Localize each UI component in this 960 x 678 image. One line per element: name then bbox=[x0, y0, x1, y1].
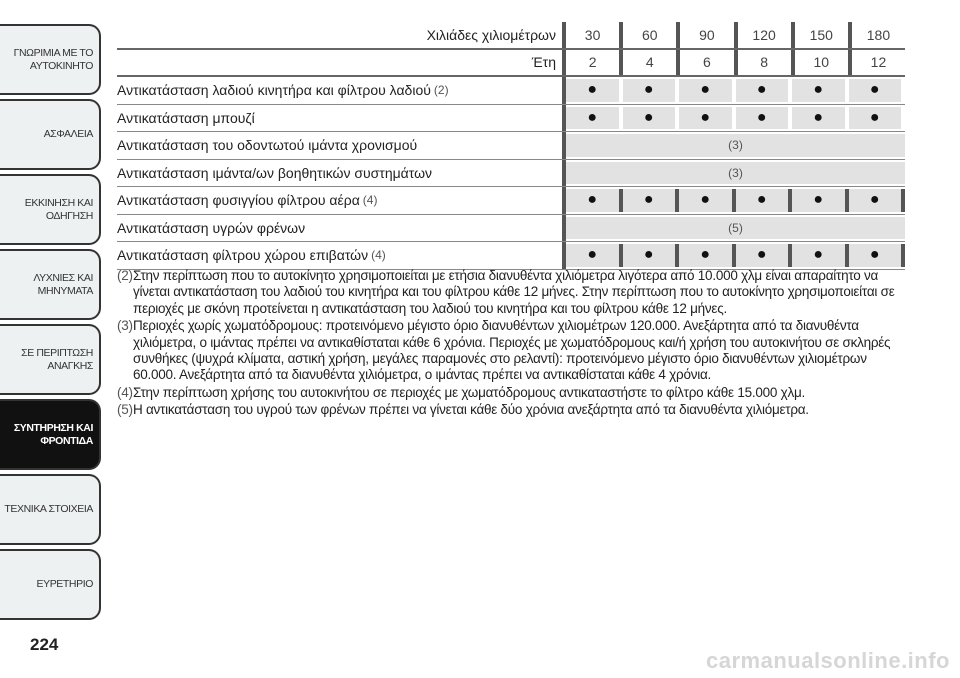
row-cells bbox=[562, 187, 905, 214]
chapter-tab-line: ΦΡΟΝΤΙΔΑ bbox=[40, 434, 93, 447]
maintenance-schedule-table bbox=[117, 22, 905, 270]
km-header-cell: 120 bbox=[738, 22, 795, 48]
schedule-cell bbox=[566, 79, 623, 102]
table-row bbox=[117, 132, 905, 160]
chapter-tab[interactable] bbox=[0, 99, 101, 170]
service-mark: ● bbox=[700, 81, 711, 99]
service-mark: ● bbox=[587, 81, 598, 99]
chapter-tab-label bbox=[14, 47, 93, 73]
service-mark: ● bbox=[756, 81, 767, 99]
row-label bbox=[117, 132, 562, 159]
chapter-tab[interactable] bbox=[0, 399, 101, 470]
chapter-tab-label bbox=[33, 272, 93, 298]
schedule-cell bbox=[792, 189, 849, 212]
schedule-cell bbox=[792, 79, 849, 102]
km-header-row bbox=[117, 22, 905, 50]
service-mark: ● bbox=[587, 246, 598, 264]
row-label bbox=[117, 160, 562, 187]
chapter-tab[interactable] bbox=[0, 24, 101, 95]
schedule-cell bbox=[849, 244, 906, 267]
row-cells bbox=[562, 77, 905, 104]
years-header-cell: 8 bbox=[738, 50, 795, 76]
row-cells bbox=[562, 132, 905, 159]
schedule-cell bbox=[679, 244, 736, 267]
years-label: Έτη bbox=[531, 54, 556, 71]
chapter-tab-label bbox=[25, 197, 93, 223]
service-mark: ● bbox=[643, 108, 654, 126]
footnote-number: (4) bbox=[117, 384, 133, 400]
km-header-cell: 60 bbox=[623, 22, 680, 48]
footnote bbox=[117, 268, 907, 317]
schedule-cell bbox=[566, 107, 623, 130]
km-header-cell: 150 bbox=[795, 22, 852, 48]
km-header-cell: 90 bbox=[680, 22, 737, 48]
row-label-text: Αντικατάσταση του οδοντωτού ιμάντα χρονισμού bbox=[117, 137, 418, 154]
service-mark: ● bbox=[813, 81, 824, 99]
years-header-cell: 4 bbox=[623, 50, 680, 76]
chapter-tabs bbox=[0, 24, 101, 624]
chapter-tab-line: ΜΗΝΥΜΑΤΑ bbox=[37, 284, 93, 297]
row-label-text: Αντικατάσταση φίλτρου χώρου επιβατών bbox=[117, 247, 369, 264]
service-mark: ● bbox=[813, 246, 824, 264]
row-label bbox=[117, 242, 562, 269]
table-row bbox=[117, 187, 905, 215]
chapter-tab[interactable] bbox=[0, 324, 101, 395]
chapter-tab-line: ΟΔΗΓΗΣΗ bbox=[45, 209, 93, 222]
watermark: carmanualsonline.info bbox=[706, 648, 950, 673]
service-mark: ● bbox=[700, 191, 711, 209]
service-mark: ● bbox=[700, 246, 711, 264]
chapter-tab-label bbox=[14, 422, 93, 448]
schedule-cell bbox=[792, 107, 849, 130]
schedule-cell bbox=[623, 107, 680, 130]
chapter-tab-line: ΓΝΩΡΙΜΙΑ ΜΕ ΤΟ bbox=[13, 46, 93, 59]
years-header-cell: 10 bbox=[795, 50, 852, 76]
page-number: 224 bbox=[30, 635, 59, 654]
row-label-text: Αντικατάσταση ιμάντα/ων βοηθητικών συστημάτων bbox=[117, 164, 433, 181]
years-header-cell: 12 bbox=[870, 54, 887, 71]
chapter-tab-label bbox=[4, 503, 93, 516]
row-cells bbox=[562, 105, 905, 132]
row-label bbox=[117, 187, 562, 214]
schedule-cell bbox=[736, 107, 793, 130]
footnote bbox=[117, 318, 907, 384]
service-mark: ● bbox=[643, 246, 654, 264]
km-label: Χιλιάδες χιλιομέτρων bbox=[426, 26, 556, 43]
footnote-number: (3) bbox=[117, 318, 133, 334]
row-label bbox=[117, 105, 562, 132]
row-label bbox=[117, 77, 562, 104]
km-header-cell: 30 bbox=[566, 22, 623, 48]
schedule-cell bbox=[623, 79, 680, 102]
schedule-cell bbox=[566, 244, 623, 267]
chapter-tab-label bbox=[21, 347, 93, 373]
row-label-text: Αντικατάσταση φυσιγγίου φίλτρου αέρα bbox=[117, 192, 360, 209]
chapter-tab[interactable] bbox=[0, 249, 101, 320]
row-footnote-ref: (4) bbox=[362, 193, 378, 208]
schedule-cell bbox=[566, 189, 623, 212]
footnote-number: (2) bbox=[117, 268, 133, 283]
service-mark: ● bbox=[700, 108, 711, 126]
schedule-cell bbox=[849, 107, 906, 130]
chapter-tab[interactable] bbox=[0, 474, 101, 545]
row-cells bbox=[562, 242, 905, 269]
footnote bbox=[117, 402, 907, 418]
chapter-tab-label bbox=[37, 578, 94, 591]
schedule-cell bbox=[849, 189, 906, 212]
chapter-tab-line: ΑΣΦΑΛΕΙΑ bbox=[43, 128, 93, 140]
service-mark: ● bbox=[869, 108, 880, 126]
schedule-cell bbox=[736, 189, 793, 212]
chapter-tab-line: ΑΥΤΟΚΙΝΗΤΟ bbox=[29, 59, 93, 72]
schedule-cell bbox=[679, 107, 736, 130]
row-label-text: Αντικατάσταση υγρών φρένων bbox=[117, 219, 306, 236]
service-mark: ● bbox=[643, 81, 654, 99]
service-mark: ● bbox=[587, 191, 598, 209]
chapter-tab-line: ΣΕ ΠΕΡΙΠΤΩΣΗ bbox=[21, 346, 93, 359]
row-span-note: (3) bbox=[566, 134, 905, 157]
row-cells bbox=[562, 215, 905, 242]
service-mark: ● bbox=[869, 81, 880, 99]
schedule-cell bbox=[849, 79, 906, 102]
schedule-cell bbox=[623, 244, 680, 267]
chapter-tab-line: ΛΥΧΝΙΕΣ ΚΑΙ bbox=[33, 271, 93, 284]
years-header-cell: 2 bbox=[566, 50, 623, 76]
row-span-note: (5) bbox=[566, 217, 905, 240]
schedule-cell bbox=[736, 244, 793, 267]
table-row bbox=[117, 160, 905, 188]
row-span-note: (3) bbox=[566, 162, 905, 185]
footnote-text: Στην περίπτωση που το αυτοκίνητο χρησιμοποιείται με ετήσια διανυθέντα χιλιόμετρα λιγότερα από 10.000 χλμ είναι απαραίτητο να γίνεται αντικατάσταση του λαδιού του κινητήρα και του φίλτρου κάθε 12 μήνες. Στην περίπτωση που το αυτοκίνητο χρησιμοποιείται σε περιοχές με σκόνη προτείνεται η αντικατάσταση του λαδιού του κινητήρα και του φίλτρου κάθε 12 μήνες. bbox=[133, 268, 895, 316]
footnote-text: Η αντικατάσταση του υγρού των φρένων πρέπει να γίνεται κάθε δύο χρόνια ανεξάρτητα από τα διανυθέντα χιλιόμετρα. bbox=[133, 402, 809, 418]
row-cells bbox=[562, 160, 905, 187]
service-mark: ● bbox=[756, 108, 767, 126]
service-mark: ● bbox=[756, 246, 767, 264]
table-row bbox=[117, 242, 905, 270]
row-footnote-ref: (2) bbox=[433, 83, 449, 98]
row-footnote-ref: (4) bbox=[371, 248, 386, 263]
footnotes bbox=[117, 268, 907, 420]
footnote-text: Στην περίπτωση χρήσης του αυτοκινήτου σε περιοχές με χωματόδρομους αντικαταστήστε το φίλτρο κάθε 15.000 χλμ. bbox=[133, 384, 805, 400]
years-header-cell: 6 bbox=[680, 50, 737, 76]
service-mark: ● bbox=[869, 246, 880, 264]
service-mark: ● bbox=[813, 108, 824, 126]
footnote-number: (5) bbox=[117, 402, 133, 418]
schedule-cell bbox=[679, 79, 736, 102]
km-header-cell: 180 bbox=[866, 26, 891, 43]
table-row bbox=[117, 105, 905, 133]
chapter-tab-line: ΤΕΧΝΙΚΑ ΣΤΟΙΧΕΙΑ bbox=[4, 503, 93, 515]
chapter-tab-line: ΑΝΑΓΚΗΣ bbox=[47, 359, 93, 372]
service-mark: ● bbox=[756, 191, 767, 209]
service-mark: ● bbox=[587, 108, 598, 126]
service-mark: ● bbox=[869, 191, 880, 209]
footnote-text: Περιοχές χωρίς χωματόδρομους: προτεινόμενο μέγιστο όριο διανυθέντων χιλιομέτρων 120.000. Ανεξάρτητα από τα διανυθέντα χιλιόμετρα, ο ιμάντας πρέπει να αντικαθίσταται κάθε 6 χρόνια. Περιοχές με χωματόδρομους και/ή χρήση του αυτοκινήτου σε σκληρές συνθήκες (ψυχρά κλίματα, αστική χρήση, μεγάλες παραμονές στο ρελαντί): προτεινόμενο μέγιστο όριο διανυθέντων χιλιομέτρων 60.000. Ανεξάρτητα από τα διανυθέντα χιλιόμετρα, ο ιμάντας πρέπει να αντικαθίσταται κάθε 4 χρόνια. bbox=[133, 318, 891, 383]
chapter-tab[interactable] bbox=[0, 174, 101, 245]
footnote bbox=[117, 385, 907, 401]
chapter-tab-label bbox=[44, 128, 93, 141]
row-label-text: Αντικατάσταση μπουζί bbox=[117, 109, 255, 126]
table-row bbox=[117, 215, 905, 243]
chapter-tab-line: ΕΚΚΙΝΗΣΗ ΚΑΙ bbox=[24, 196, 93, 209]
table-row bbox=[117, 77, 905, 105]
schedule-cell bbox=[736, 79, 793, 102]
chapter-tab[interactable] bbox=[0, 549, 101, 620]
service-mark: ● bbox=[643, 191, 654, 209]
row-label bbox=[117, 215, 562, 242]
chapter-tab-line: ΕΥΡΕΤΗΡΙΟ bbox=[36, 578, 93, 590]
chapter-tab-line: ΣΥΝΤΗΡΗΣΗ ΚΑΙ bbox=[13, 421, 93, 434]
row-label-text: Αντικατάσταση λαδιού κινητήρα και φίλτρου λαδιού bbox=[117, 82, 431, 99]
schedule-cell bbox=[792, 244, 849, 267]
years-header-row bbox=[117, 50, 905, 78]
schedule-cell bbox=[679, 189, 736, 212]
schedule-cell bbox=[623, 189, 680, 212]
service-mark: ● bbox=[813, 191, 824, 209]
